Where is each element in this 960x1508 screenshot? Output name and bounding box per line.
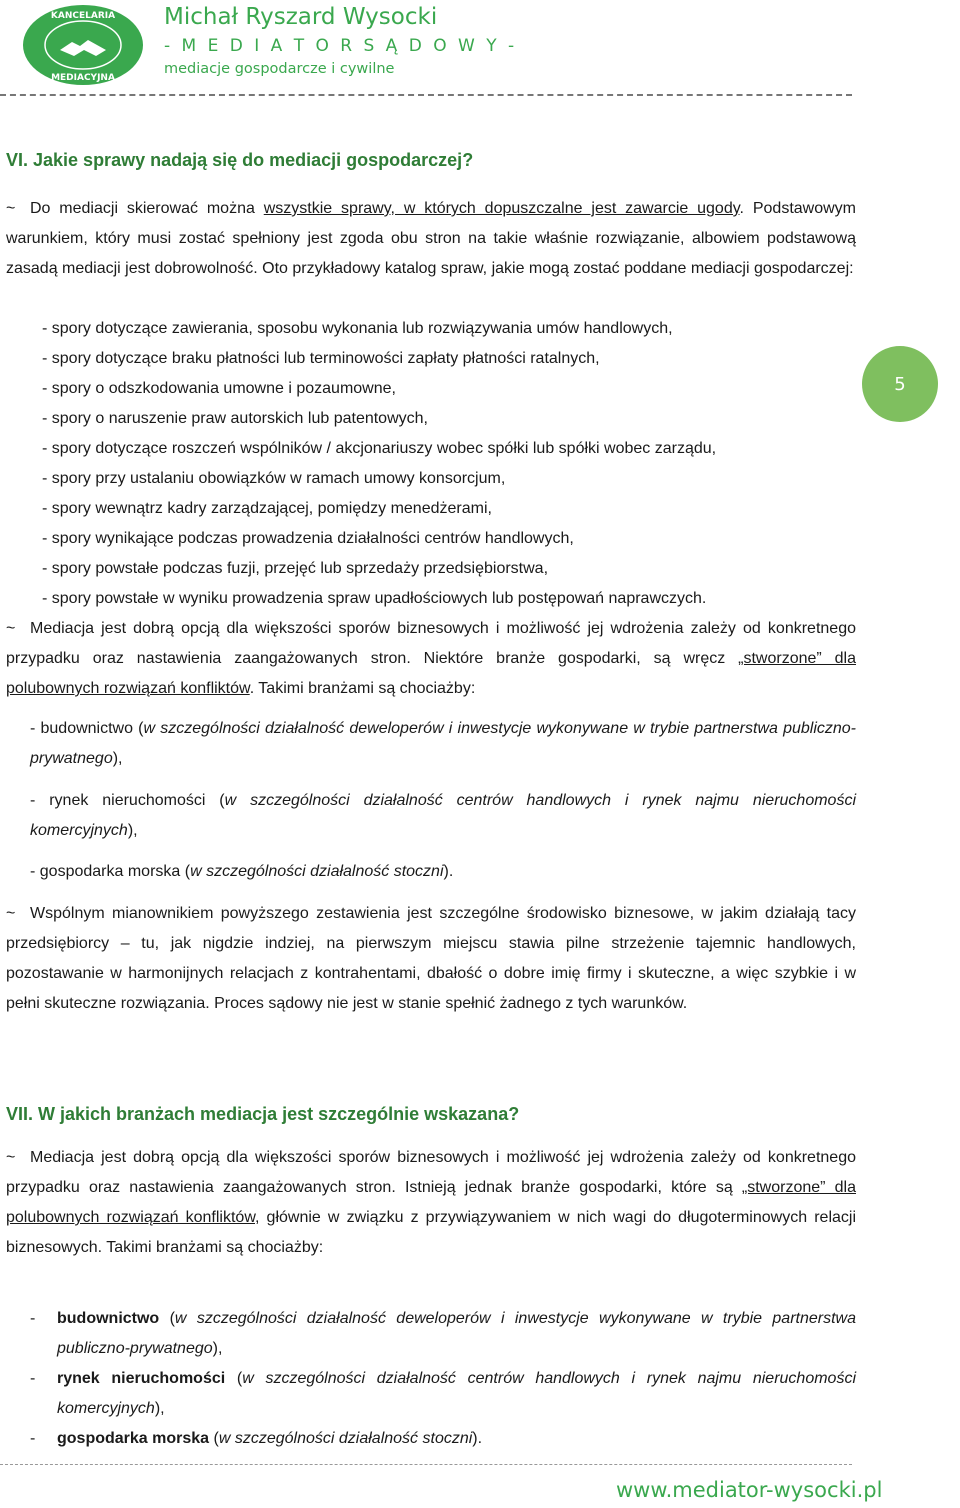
header-name: Michał Ryszard Wysocki: [164, 4, 438, 30]
section-7-branch-real-estate: rynek nieruchomości (w szczególności działalność centrów handlowych i rynek najmu nieruchomości komercyjnych),: [57, 1370, 857, 1417]
section-6-branch-construction: - budownictwo (w szczególności działalność deweloperów i inwestycje wykonywane w trybie partnerstwa publiczno-prywatnego),: [30, 720, 857, 767]
logo-text-bottom: MEDIACYJNA: [51, 73, 115, 83]
dispute-list-item: - spory przy ustalaniu obowiązków w ramach umowy konsorcjum,: [42, 470, 506, 487]
dispute-list-item: - spory dotyczące braku płatności lub terminowości zapłaty płatności ratalnych,: [42, 350, 600, 367]
section-6-branch-maritime: - gospodarka morska (w szczególności działalność stoczni).: [30, 863, 454, 880]
dispute-list-item: - spory dotyczące roszczeń wspólników / akcjonariuszy wobec spółki lub spółki wobec zarządu,: [42, 440, 717, 457]
intro-text-cont: . Podstawowym warunkiem, który musi zostać spełniony jest zgoda obu stron na takie właśnie rozwiązanie, albowiem podstawową zasadą mediacji jest dobrowolność. Oto przykładowy katalog spraw, jakie mogą zostać poddane mediacji gospodarczej:: [6, 200, 856, 277]
intro-text-cont: , głównie w związku z przywiązywaniem w nich wagi do długoterminowych relacji biznesowych. Takimi branżami są chociażby:: [6, 1209, 856, 1256]
dispute-list-item: - spory powstałe podczas fuzji, przejęć lub sprzedaży przedsiębiorstwa,: [42, 560, 549, 577]
para-text: Wspólnym mianownikiem powyższego zestawienia jest szczególne środowisko biznesowe, w jakim działają tacy przedsiębiorcy – tu, jak nigdzie indziej, na pierwszym miejscu stawia pilne strzeżenie tajemnic handlowych, pozostawanie w harmonijnych relacjach z kontrahentami, dbałość o dobre imię firmy i skuteczne, a więc szybkie i w pełni skuteczne rozwiązania. Proces sądowy nie jest w stanie spełnić żadnego z tych warunków.: [6, 905, 856, 1012]
section-6-branch-real-estate: - rynek nieruchomości (w szczególności działalność centrów handlowych i rynek najmu nieruchomości komercyjnych),: [30, 792, 857, 839]
underlined-phrase: wszystkie sprawy, w których dopuszczalne jest zawarcie ugody: [263, 200, 740, 217]
header-subtitle: mediacje gospodarcze i cywilne: [164, 61, 395, 77]
section-7-intro: [6, 1143, 856, 1263]
underlined-phrase: „stworzone” dla polubownych rozwiązań konfliktów: [6, 650, 857, 697]
section-7-branch-construction: budownictwo (w szczególności działalność deweloperów i inwestycje wykonywane w trybie partnerstwa publiczno-prywatnego),: [57, 1310, 856, 1357]
dash-bullet: -: [30, 1310, 36, 1327]
dash-bullet: -: [30, 1370, 36, 1387]
dispute-list-item: - spory o odszkodowania umowne i pozaumowne,: [42, 380, 396, 397]
underlined-phrase: „stworzone” dla polubownych rozwiązań konfliktów: [6, 1179, 857, 1226]
section-6-intro: [6, 194, 856, 284]
para-text-cont: . Takimi branżami są chociażby:: [249, 680, 476, 697]
dispute-list-item: - spory dotyczące zawierania, sposobu wykonania lub rozwiązywania umów handlowych,: [42, 320, 673, 337]
dispute-list-item: - spory powstałe w wyniku prowadzenia spraw upadłościowych lub postępowań naprawczych.: [42, 590, 707, 607]
footer-url[interactable]: www.mediator-wysocki.pl: [616, 1478, 883, 1502]
page-number-badge: 5: [862, 346, 938, 422]
header-role: - M E D I A T O R S Ą D O W Y -: [164, 36, 518, 56]
section-7-branch-maritime: gospodarka morska (w szczególności działalność stoczni).: [57, 1430, 483, 1447]
tilde-bullet: ~: [6, 1149, 16, 1166]
kancelaria-logo: [22, 4, 144, 86]
header-divider: [0, 94, 852, 96]
section-6-para-3: [6, 899, 856, 1019]
intro-text: Do mediacji skierować można: [30, 200, 264, 217]
section-6-para-2: [6, 614, 856, 704]
tilde-bullet: ~: [6, 200, 16, 217]
dispute-list-item: - spory wynikające podczas prowadzenia działalności centrów handlowych,: [42, 530, 574, 547]
tilde-bullet: ~: [6, 620, 16, 637]
section-6-title: VI. Jakie sprawy nadają się do mediacji gospodarczej?: [6, 150, 474, 170]
section-7-title: VII. W jakich branżach mediacja jest szczególnie wskazana?: [6, 1104, 520, 1124]
intro-text: Mediacja jest dobrą opcją dla większości sporów biznesowych i możliwość jej wdrożenia zależy od konkretnego przypadku oraz nastawienia zaangażowanych stron. Istnieją jednak branże gospodarki, które są: [6, 1149, 856, 1196]
dash-bullet: -: [30, 1430, 36, 1447]
dispute-list-item: - spory o naruszenie praw autorskich lub patentowych,: [42, 410, 428, 427]
para-text: Mediacja jest dobrą opcją dla większości sporów biznesowych i możliwość jej wdrożenia zależy od konkretnego przypadku oraz nastawienia zaangażowanych stron. Niektóre branże gospodarki, są wręcz: [6, 620, 856, 667]
dispute-list-item: - spory wewnątrz kadry zarządzającej, pomiędzy menedżerami,: [42, 500, 492, 517]
footer-divider: [0, 1464, 852, 1465]
logo-text-top: KANCELARIA: [50, 11, 116, 21]
tilde-bullet: ~: [6, 905, 16, 922]
